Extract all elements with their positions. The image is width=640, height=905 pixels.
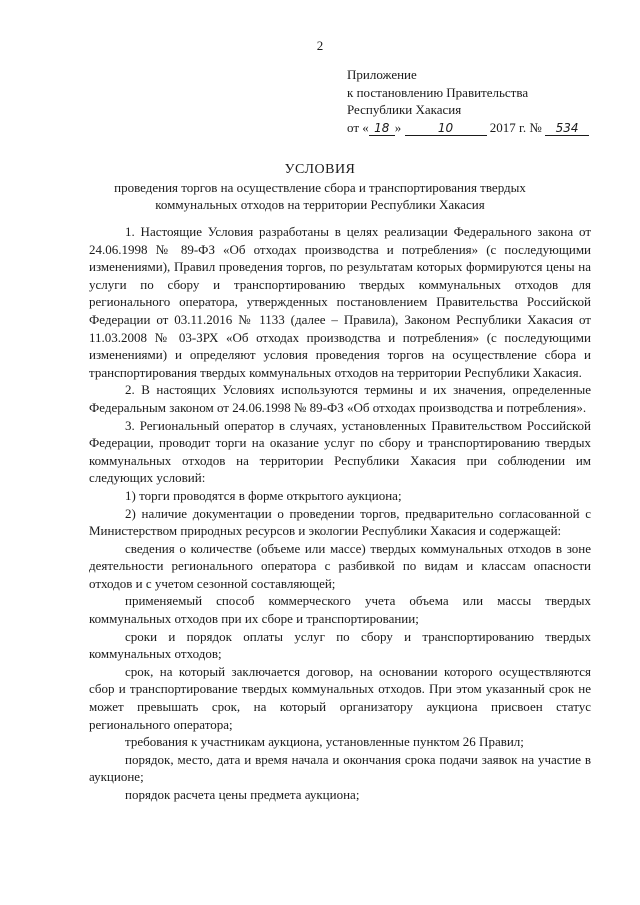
appendix-line-1: Приложение [347, 67, 417, 82]
date-prefix: от « [347, 119, 369, 135]
subitem-accounting: применяемый способ коммерческого учета объема или массы твердых коммунальных отходов при их сборе и транспортировании; [89, 593, 591, 627]
handwritten-month: 10 [405, 122, 487, 136]
list-item-2: 2) наличие документации о проведении торгов, предварительно согласованной с Министерством природных ресурсов и экологии Республики Хакасия и содержащей: [89, 505, 591, 539]
document-body [89, 223, 591, 804]
appendix-header [347, 66, 597, 136]
subitem-price-calculation: порядок расчета цены предмета аукциона; [125, 787, 360, 802]
appendix-line-3: Республики Хакасия [347, 102, 462, 117]
document-title: УСЛОВИЯ [284, 162, 356, 177]
subitem-requirements: требования к участникам аукциона, установленные пунктом 26 Правил; [125, 734, 524, 750]
page-number: 2 [316, 38, 324, 53]
paragraph-1: 1. Настоящие Условия разработаны в целях реализации Федерального закона от 24.06.1998 № 89-ФЗ «Об отходах производства и потребления» (с последующими изменениями), Правил проведения торгов, по результатам которых формируются цены на услуги по сбору и транспортированию твердых коммунальных отходов для регионального оператора, утвержденных постановлением Правительства Российской Федерации от 03.11.2016 № 1133 (далее – Правила), Законом Республики Хакасия от 11.03.2008 № 03-ЗРХ «Об отходах производства и потребления» (с последующими изменениями) и определяют условия проведения торгов на осуществление сбора и транспортирования твердых коммунальных отходов на территории Республики Хакасия. [89, 224, 591, 380]
paragraph-3: 3. Региональный оператор в случаях, установленных Правительством Российской Федерации, проводит торги на оказание услуг по сбору и транспортированию твердых коммунальных отходов на территории Республики Хакасия при соблюдении им следующих условий: [89, 417, 591, 486]
list-item-1: 1) торги проводятся в форме открытого аукциона; [125, 487, 402, 503]
paragraph-2: 2. В настоящих Условиях используются термины и их значения, определенные Федеральным законом от 24.06.1998 № 89-ФЗ «Об отходах производства и потребления». [89, 382, 591, 415]
subitem-quantity: сведения о количестве (объеме или массе) твердых коммунальных отходов в зоне деятельности регионального оператора с разбивкой по видам и классам опасности отходов и с учетом сезонной составляющей; [89, 540, 591, 591]
handwritten-number: 534 [545, 122, 589, 136]
handwritten-day: 18 [369, 122, 395, 136]
subitem-contract-term: срок, на который заключается договор, на основании которого осуществляются сбор и транспортирование твердых коммунальных отходов. При этом указанный срок не может превышать срок, на который организатору аукциона присвоен статус регионального оператора; [89, 663, 591, 732]
document-subtitle: проведения торгов на осуществление сбора и транспортирования твердых коммунальных отходов на территории Республики Хакасия [114, 180, 526, 212]
appendix-date-line [347, 119, 597, 137]
subitem-payment: сроки и порядок оплаты услуг по сбору и транспортированию твердых коммунальных отходов; [89, 628, 591, 662]
appendix-line-2: к постановлению Правительства [347, 84, 529, 100]
subitem-application-order: порядок, место, дата и время начала и окончания срока подачи заявок на участие в аукционе; [89, 751, 591, 785]
year-text: 2017 г. № [489, 119, 542, 135]
date-mid: » [394, 119, 402, 135]
